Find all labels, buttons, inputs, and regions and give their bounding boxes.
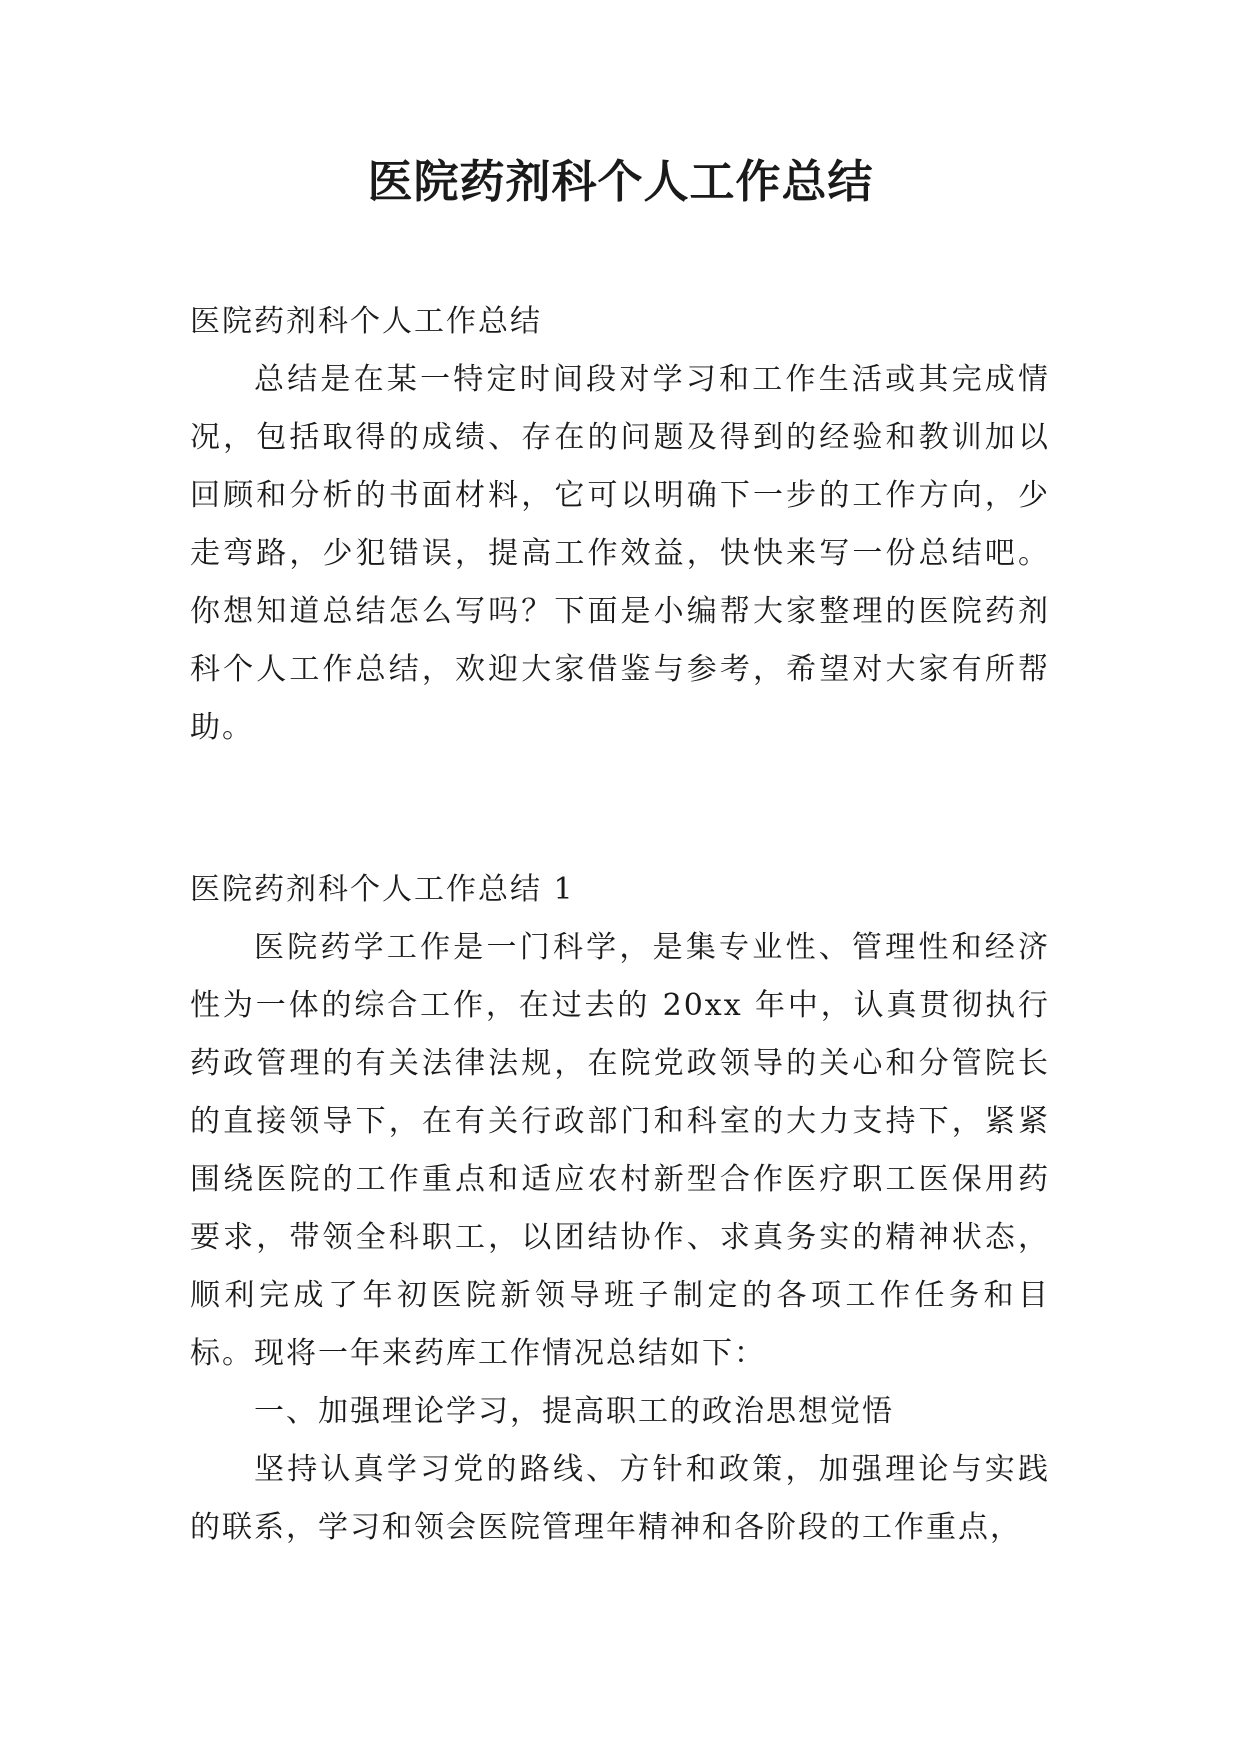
intro-heading: 医院药剂科个人工作总结 bbox=[190, 304, 542, 339]
document-title: 医院药剂科个人工作总结 bbox=[367, 155, 874, 208]
subheading-1: 一、加强理论学习，提高职工的政治思想觉悟 bbox=[254, 1394, 894, 1429]
intro-paragraph: 总结是在某一特定时间段对学习和工作生活或其完成情况，包括取得的成绩、存在的问题及得到的经验和教训加以回顾和分析的书面材料，它可以明确下一步的工作方向，少走弯路，少犯错误，提高工作效益，快快来写一份总结吧。你想知道总结怎么写吗？下面是小编帮大家整理的医院药剂科个人工作总结，欢迎大家借鉴与参考，希望对大家有所帮助。 bbox=[190, 362, 1050, 745]
section-paragraph-1: 医院药学工作是一门科学，是集专业性、管理性和经济性为一体的综合工作，在过去的 20xx 年中，认真贯彻执行药政管理的有关法律法规，在院党政领导的关心和分管院长的直接领导下，在有关行政部门和科室的大力支持下，紧紧围绕医院的工作重点和适应农村新型合作医疗职工医保用药要求，带领全科职工，以团结协作、求真务实的精神状态，顺利完成了年初医院新领导班子制定的各项工作任务和目标。现将一年来药库工作情况总结如下： bbox=[190, 930, 1050, 1371]
section-heading-1: 医院药剂科个人工作总结 1 bbox=[190, 872, 575, 907]
subheading-1-paragraph: 坚持认真学习党的路线、方针和政策，加强理论与实践的联系，学习和领会医院管理年精神和各阶段的工作重点， bbox=[190, 1452, 1050, 1545]
